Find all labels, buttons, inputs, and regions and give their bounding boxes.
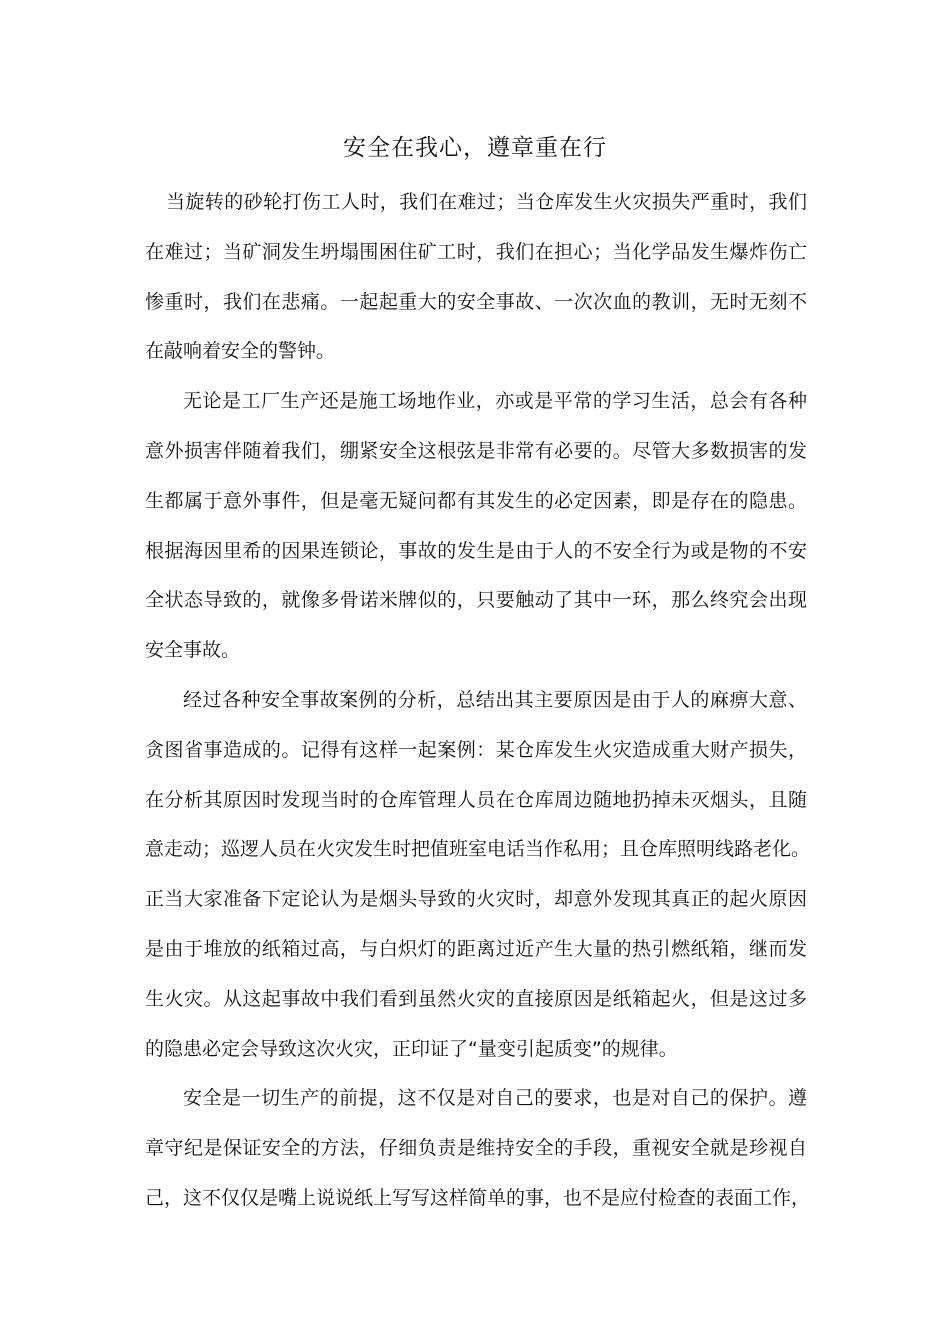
paragraph-line: 当旋转的砂轮打伤工人时，我们在难过；当仓库发生火灾损失严重时，我们	[166, 191, 807, 213]
paragraph-line: 生都属于意外事件，但是毫无疑问都有其发生的必定因素，即是存在的隐患。	[145, 489, 807, 512]
paragraph-line: 意外损害伴随着我们，绷紧安全这根弦是非常有必要的。尽管大多数损害的发	[145, 439, 807, 462]
paragraph-line: 贪图省事造成的。记得有这样一起案例：某仓库发生火灾造成重大财产损失，	[145, 738, 807, 761]
paragraph-3	[145, 676, 811, 1074]
paragraph-line: 在敲响着安全的警钟。	[145, 340, 336, 363]
paragraph-line: 无论是工厂生产还是施工场地作业，亦或是平常的学习生活，总会有各种	[183, 390, 807, 413]
paragraph-1	[145, 178, 807, 377]
paragraph-line: 意走动；巡逻人员在火灾发生时把值班室电话当作私用；且仓库照明线路老化。	[145, 838, 811, 861]
paragraph-line: 安全是一切生产的前提，这不仅是对自己的要求，也是对自己的保护。遵	[183, 1087, 807, 1110]
paragraph-line: 根据海因里希的因果连锁论，事故的发生是由于人的不安全行为或是物的不安	[145, 539, 807, 562]
paragraph-line: 经过各种安全事故案例的分析，总结出其主要原因是由于人的麻痹大意、	[183, 688, 807, 711]
paragraph-line: 全状态导致的，就像多骨诺米牌似的，只要触动了其中一环，那么终究会出现	[145, 589, 807, 612]
paragraph-line: 章守纪是保证安全的方法，仔细负责是维持安全的手段，重视安全就是珍视自	[145, 1137, 807, 1160]
paragraph-4	[145, 1074, 811, 1223]
paragraph-line: 的隐患必定会导致这次火灾，正印证了“量变引起质变”的规律。	[145, 1037, 678, 1060]
paragraph-line: 安全事故。	[145, 639, 241, 662]
paragraph-line: 在难过；当矿洞发生坍塌围困住矿工时，我们在担心；当化学品发生爆炸伤亡	[145, 240, 807, 263]
paragraph-line: 生火灾。从这起事故中我们看到虽然火灾的直接原因是纸箱起火，但是这过多	[145, 987, 807, 1010]
paragraph-line: 在分析其原因时发现当时的仓库管理人员在仓库周边随地扔掉未灭烟头，且随	[145, 788, 807, 811]
paragraph-line: 己，这不仅仅是嘴上说说纸上写写这样简单的事，也不是应付检查的表面工作，	[145, 1186, 811, 1209]
paragraph-line: 惨重时，我们在悲痛。一起起重大的安全事故、一次次血的教训，无时无刻不	[145, 290, 807, 313]
paragraph-2	[145, 377, 807, 676]
document-title: 安全在我心，遵章重在行	[343, 135, 607, 161]
paragraph-line: 是由于堆放的纸箱过高，与白炽灯的距离过近产生大量的热引燃纸箱，继而发	[145, 937, 807, 960]
document-body	[145, 178, 811, 1224]
paragraph-line: 正当大家准备下定论认为是烟头导致的火灾时，却意外发现其真正的起火原因	[145, 888, 807, 911]
